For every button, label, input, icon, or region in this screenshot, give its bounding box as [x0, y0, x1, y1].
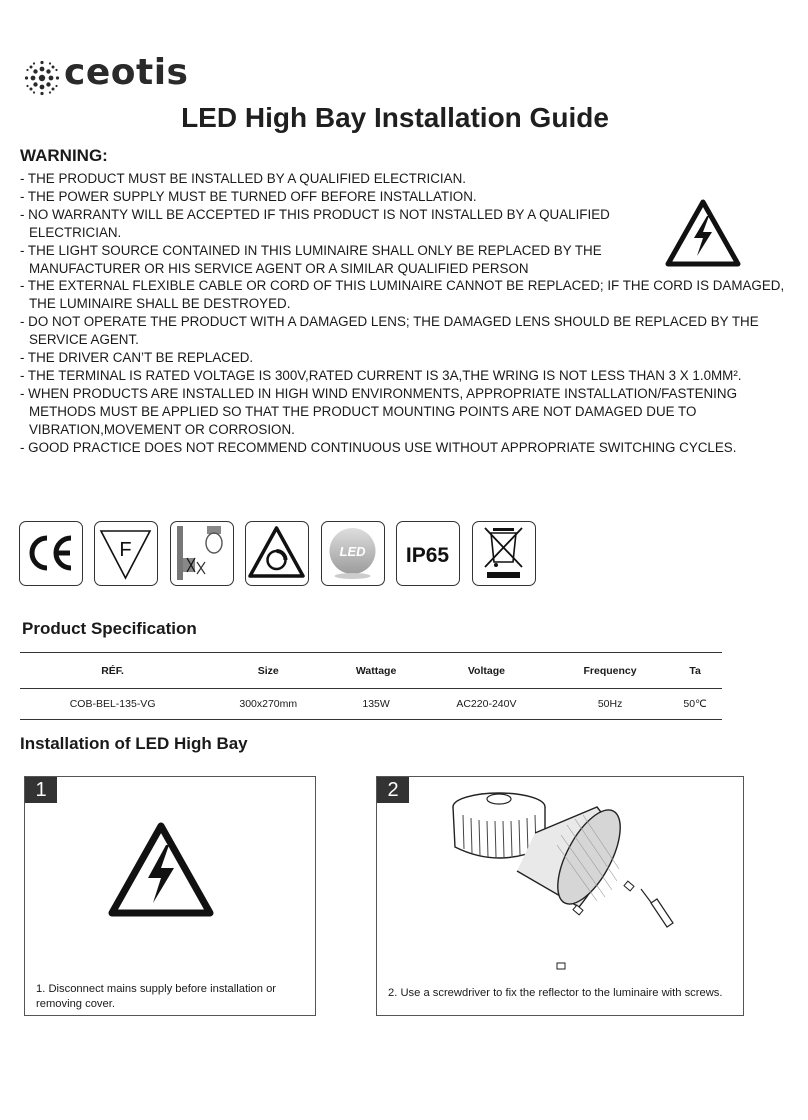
warning-item: - THE DRIVER CAN’T BE REPLACED. — [20, 350, 254, 366]
step-instruction: 2. Use a screwdriver to fix the reflector to the luminaire with screws. — [388, 987, 723, 999]
warning-item: - NO WARRANTY WILL BE ACCEPTED IF THIS PRODUCT IS NOT INSTALLED BY A QUALIFIED ELECTRICIAN. — [20, 206, 610, 240]
step-instruction: 1. Disconnect mains supply before installation or removing cover. — [36, 983, 277, 1010]
warning-heading: WARNING: — [20, 146, 108, 165]
warning-item: - THE POWER SUPPLY MUST BE TURNED OFF BEFORE INSTALLATION. — [20, 188, 477, 204]
brand-logo — [24, 52, 204, 98]
table-cell: 300x270mm — [205, 689, 331, 720]
brand-name: ceotis — [64, 52, 189, 93]
table-cell: AC220-240V — [421, 689, 552, 720]
column-header: Wattage — [331, 653, 421, 689]
warning-item: - THE PRODUCT MUST BE INSTALLED BY A QUALIFIED ELECTRICIAN. — [20, 171, 466, 186]
warning-item: - DO NOT OPERATE THE PRODUCT WITH A DAMAGED LENS; THE DAMAGED LENS SHOULD BE REPLACED BY THE SERVICE AGENT. — [20, 314, 759, 348]
column-header: Frequency — [552, 653, 668, 689]
f-mark-icon — [94, 521, 158, 586]
spec-heading: Product Specification — [22, 619, 197, 638]
spec-table — [20, 652, 722, 720]
ce-mark-icon — [19, 521, 83, 586]
ip-rating-label: IP65 — [405, 544, 450, 567]
weee-bin-icon — [472, 521, 536, 586]
table-cell: 135W — [331, 689, 421, 720]
step-1-panel — [24, 776, 316, 1016]
high-bay-assembly-illustration — [447, 785, 677, 977]
warning-item: - GOOD PRACTICE DOES NOT RECOMMEND CONTINUOUS USE WITHOUT APPROPRIATE SWITCHING CYCLES. — [20, 439, 737, 455]
installation-heading: Installation of LED High Bay — [20, 734, 248, 753]
ip-rating-badge — [396, 521, 460, 586]
min-distance-triangle-icon — [245, 521, 309, 586]
warning-item: - THE TERMINAL IS RATED VOLTAGE IS 300V,RATED CURRENT IS 3A,THE WRING IS NOT LESS THAN 3 X 1.0MM². — [20, 367, 742, 383]
column-header: Voltage — [421, 653, 552, 689]
warning-item: - THE EXTERNAL FLEXIBLE CABLE OR CORD OF THIS LUMINAIRE CANNOT BE REPLACED; IF THE CORD IS DAMAGED, THE LUMINAIRE SHALL BE DESTROYED. — [20, 278, 785, 312]
step-number: 2 — [377, 777, 409, 803]
no-insulation-cover-icon — [170, 521, 234, 586]
table-cell: COB-BEL-135-VG — [20, 689, 205, 720]
table-header-row — [20, 653, 722, 689]
page-title: LED High Bay Installation Guide — [181, 102, 609, 133]
high-voltage-warning-icon — [107, 821, 215, 919]
table-cell: 50Hz — [552, 689, 668, 720]
table-row — [20, 689, 722, 720]
column-header: Ta — [668, 653, 722, 689]
column-header: RÉF. — [20, 653, 205, 689]
led-badge-icon — [321, 521, 385, 586]
step-number: 1 — [25, 777, 57, 803]
ceotis-dots-icon — [24, 60, 60, 96]
high-voltage-warning-icon — [664, 198, 742, 268]
led-label: LED — [339, 544, 366, 559]
warning-item: - WHEN PRODUCTS ARE INSTALLED IN HIGH WIND ENVIRONMENTS, APPROPRIATE INSTALLATION/FASTENING METHODS MUST BE APPLIED SO THAT THE PRODUCT MOUNTING POINTS ARE NOT DAMAGED DUE TO VIBRATION,MOVEMENT OR CORROSION. — [20, 385, 737, 437]
step-2-panel — [376, 776, 744, 1016]
table-cell: 50℃ — [668, 689, 722, 720]
column-header: Size — [205, 653, 331, 689]
f-mark-label: F — [119, 539, 132, 561]
warning-item: - THE LIGHT SOURCE CONTAINED IN THIS LUMINAIRE SHALL ONLY BE REPLACED BY THE MANUFACTURER OR HIS SERVICE AGENT OR A SIMILAR QUALIFIED PERSON — [20, 242, 602, 276]
